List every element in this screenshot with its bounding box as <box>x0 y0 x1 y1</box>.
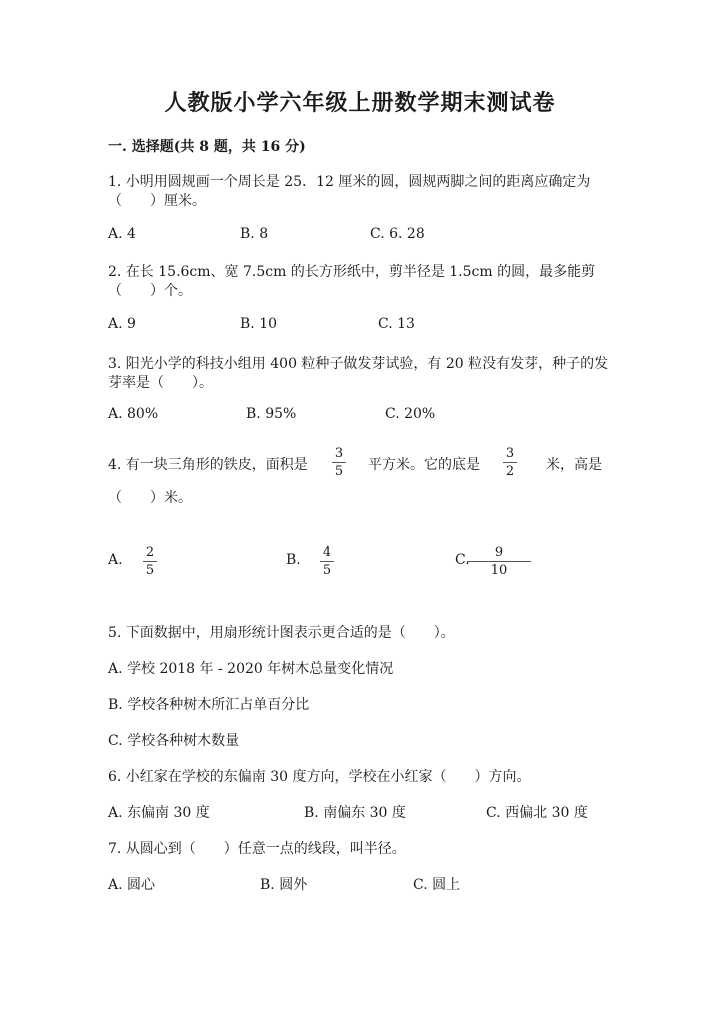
question-7-option-c: C. 圆上 <box>413 877 461 893</box>
fraction-bar <box>503 462 517 463</box>
question-4-option-b-label: B. <box>286 552 301 568</box>
question-3-option-c: C. 20% <box>385 406 436 422</box>
question-2-option-c: C. 13 <box>378 316 415 332</box>
question-3-option-b: B. 95% <box>246 406 297 422</box>
fraction-numerator: 9 <box>494 545 504 560</box>
question-5-option-a: A. 学校 2018 年 - 2020 年树木总量变化情况 <box>108 661 394 677</box>
question-7-option-a: A. 圆心 <box>108 877 156 893</box>
fraction-denominator: 10 <box>490 563 508 578</box>
fraction-denominator: 2 <box>505 464 515 479</box>
question-6-option-a: A. 东偏南 30 度 <box>108 805 210 821</box>
page-title: 人教版小学六年级上册数学期末测试卷 <box>164 90 556 116</box>
fraction-numerator: 3 <box>334 446 344 461</box>
question-2-option-a: A. 9 <box>108 316 136 332</box>
question-6-line-1: 6. 小红家在学校的东偏南 30 度方向，学校在小红家（ ）方向。 <box>108 769 531 785</box>
question-1-line-2: （ ）厘米。 <box>108 193 206 209</box>
question-6-option-b: B. 南偏东 30 度 <box>304 805 406 821</box>
question-4-option-a-label: A. <box>108 552 123 568</box>
question-5-line-1: 5. 下面数据中，用扇形统计图表示更合适的是（ ）。 <box>108 625 455 641</box>
question-3-line-1: 3. 阳光小学的科技小组用 400 粒种子做发芽试验，有 20 粒没有发芽，种子的发 <box>108 356 609 372</box>
question-4-text-part-3: 米，高是 <box>546 457 602 473</box>
question-6-option-c: C. 西偏北 30 度 <box>486 805 588 821</box>
question-1-option-a: A. 4 <box>108 226 136 242</box>
fraction-bar <box>467 561 531 562</box>
question-2-option-b: B. 10 <box>240 316 278 332</box>
fraction-denominator: 5 <box>334 464 344 479</box>
question-4-option-c-label: C. <box>455 552 470 568</box>
question-1-option-b: B. 8 <box>240 226 269 242</box>
question-5-option-c: C. 学校各种树木数量 <box>108 733 240 749</box>
fraction-bar <box>320 561 334 562</box>
question-5-option-b: B. 学校各种树木所汇占单百分比 <box>108 697 310 713</box>
question-1-option-c: C. 6. 28 <box>370 226 425 242</box>
question-3-line-2: 芽率是（ ）。 <box>108 375 213 391</box>
fraction-bar <box>143 561 157 562</box>
question-7-line-1: 7. 从圆心到（ ）任意一点的线段，叫半径。 <box>108 841 406 857</box>
question-4-option-a-fraction <box>143 545 157 578</box>
question-2-line-2: （ ）个。 <box>108 283 192 299</box>
question-4-area-fraction <box>332 446 346 479</box>
question-3-option-a: A. 80% <box>108 406 159 422</box>
fraction-numerator: 4 <box>322 545 332 560</box>
question-4-text-part-2: 平方米。它的底是 <box>368 457 480 473</box>
question-4-line-2: （ ）米。 <box>108 490 192 506</box>
question-4-text-part-1: 4. 有一块三角形的铁皮，面积是 <box>108 457 308 473</box>
fraction-denominator: 5 <box>322 563 332 578</box>
question-4-base-fraction <box>503 446 517 479</box>
fraction-numerator: 2 <box>145 545 155 560</box>
fraction-denominator: 5 <box>145 563 155 578</box>
fraction-bar <box>332 462 346 463</box>
question-4-option-b-fraction <box>320 545 334 578</box>
question-2-line-1: 2. 在长 15.6cm、宽 7.5cm 的长方形纸中，剪半径是 1.5cm 的圆，最多能剪 <box>108 264 596 280</box>
question-1-line-1: 1. 小明用圆规画一个周长是 25．12 厘米的圆，圆规两脚之间的距离应确定为 <box>108 174 591 190</box>
question-7-option-b: B. 圆外 <box>260 877 308 893</box>
fraction-numerator: 3 <box>505 446 515 461</box>
question-4-option-c-fraction <box>467 545 531 578</box>
section-heading: 一. 选择题(共 8 题，共 16 分) <box>108 139 306 155</box>
